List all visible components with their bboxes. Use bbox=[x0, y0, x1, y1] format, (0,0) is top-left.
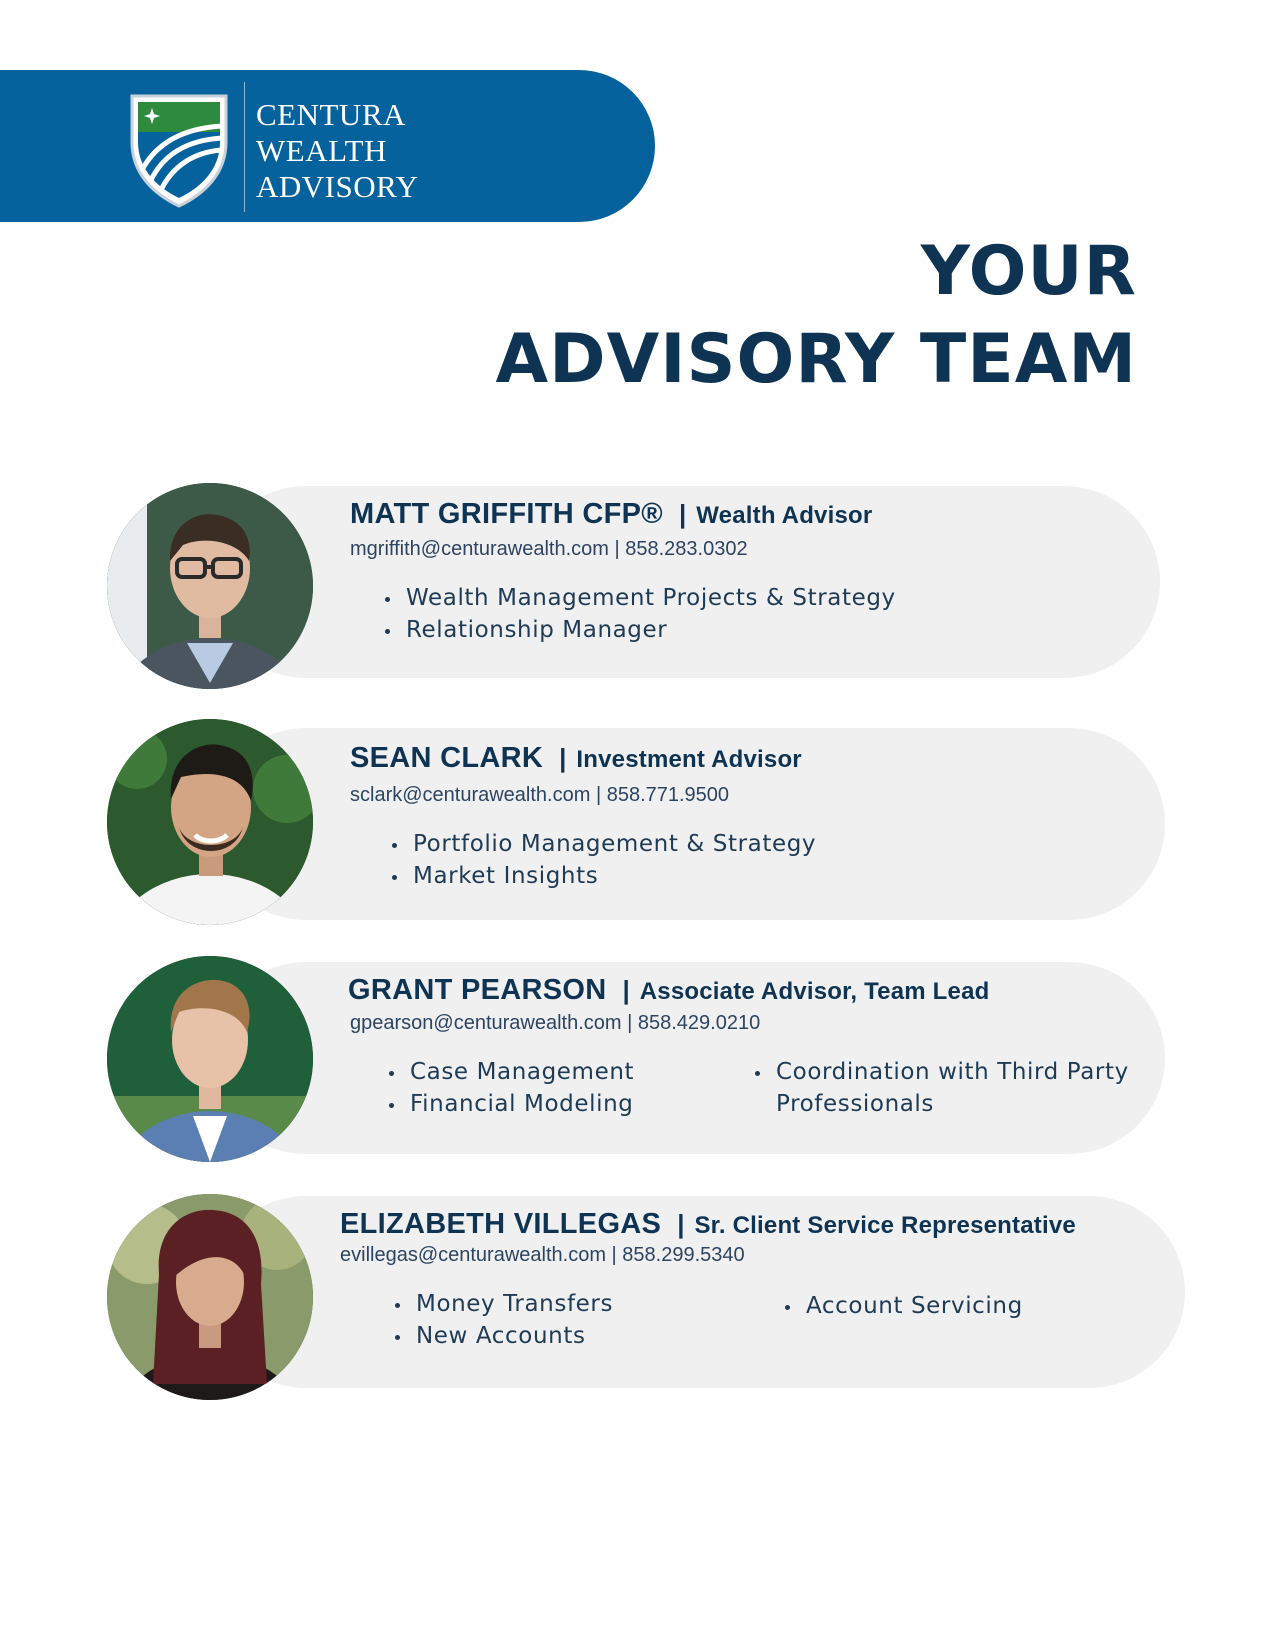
logo-line-3: ADVISORY bbox=[256, 169, 419, 204]
list-item: • Case Management bbox=[406, 1056, 634, 1088]
member-contact: mgriffith@centurawealth.com | 858.283.0302 bbox=[350, 538, 748, 560]
duties-list bbox=[380, 1056, 634, 1120]
logo-line-1: CENTURA bbox=[256, 97, 406, 132]
name-line bbox=[350, 742, 802, 775]
avatar bbox=[107, 956, 313, 1162]
page-title-line-2: ADVISORY TEAM bbox=[495, 320, 1137, 399]
page-title-line-1: YOUR bbox=[920, 232, 1137, 311]
team-member-card bbox=[0, 486, 1275, 686]
member-contact: evillegas@centurawealth.com | 858.299.5340 bbox=[340, 1244, 745, 1266]
list-item: • New Accounts bbox=[412, 1320, 613, 1352]
member-contact: gpearson@centurawealth.com | 858.429.0210 bbox=[350, 1012, 761, 1034]
member-name: ELIZABETH VILLEGAS bbox=[340, 1208, 662, 1240]
name-separator: | bbox=[677, 1209, 685, 1239]
logo-divider bbox=[244, 82, 245, 212]
member-role: Associate Advisor, Team Lead bbox=[639, 978, 990, 1005]
page-title bbox=[496, 228, 1137, 404]
avatar bbox=[107, 719, 313, 925]
name-separator: | bbox=[559, 743, 567, 773]
member-role: Wealth Advisor bbox=[696, 502, 873, 529]
name-separator: | bbox=[678, 499, 687, 529]
name-line bbox=[348, 974, 990, 1007]
name-line bbox=[350, 498, 872, 531]
member-name: SEAN CLARK bbox=[350, 742, 544, 774]
list-item: • Financial Modeling bbox=[406, 1088, 634, 1120]
member-contact: sclark@centurawealth.com | 858.771.9500 bbox=[350, 784, 730, 806]
list-item: • Money Transfers bbox=[412, 1288, 613, 1320]
shield-logo-icon bbox=[128, 90, 230, 210]
team-member-card bbox=[0, 1196, 1275, 1396]
member-name: MATT GRIFFITH CFP® bbox=[350, 498, 663, 530]
list-item: • Market Insights bbox=[409, 860, 816, 892]
logo-wordmark bbox=[256, 97, 418, 205]
team-member-card bbox=[0, 728, 1275, 928]
member-role: Sr. Client Service Representative bbox=[694, 1212, 1076, 1239]
team-member-card bbox=[0, 962, 1275, 1162]
logo-line-2: WEALTH bbox=[256, 133, 387, 168]
list-item: • Portfolio Management & Strategy bbox=[409, 828, 816, 860]
list-item: • Wealth Management Projects & Strategy bbox=[402, 582, 896, 614]
avatar bbox=[107, 483, 313, 689]
list-item-continuation: Professionals bbox=[776, 1091, 935, 1117]
list-item: • Coordination with Third Party bbox=[772, 1056, 1129, 1088]
list-item: • Relationship Manager bbox=[402, 614, 896, 646]
name-separator: | bbox=[622, 975, 630, 1005]
duties-list-secondary bbox=[776, 1290, 1023, 1322]
duties-list bbox=[386, 1288, 613, 1352]
duties-list bbox=[376, 582, 896, 646]
duties-list bbox=[383, 828, 816, 892]
member-role: Investment Advisor bbox=[576, 746, 802, 773]
name-line bbox=[340, 1208, 1076, 1241]
member-name: GRANT PEARSON bbox=[348, 974, 607, 1006]
list-item: • Account Servicing bbox=[802, 1290, 1023, 1322]
duties-list-secondary bbox=[746, 1056, 1129, 1120]
avatar bbox=[107, 1194, 313, 1400]
